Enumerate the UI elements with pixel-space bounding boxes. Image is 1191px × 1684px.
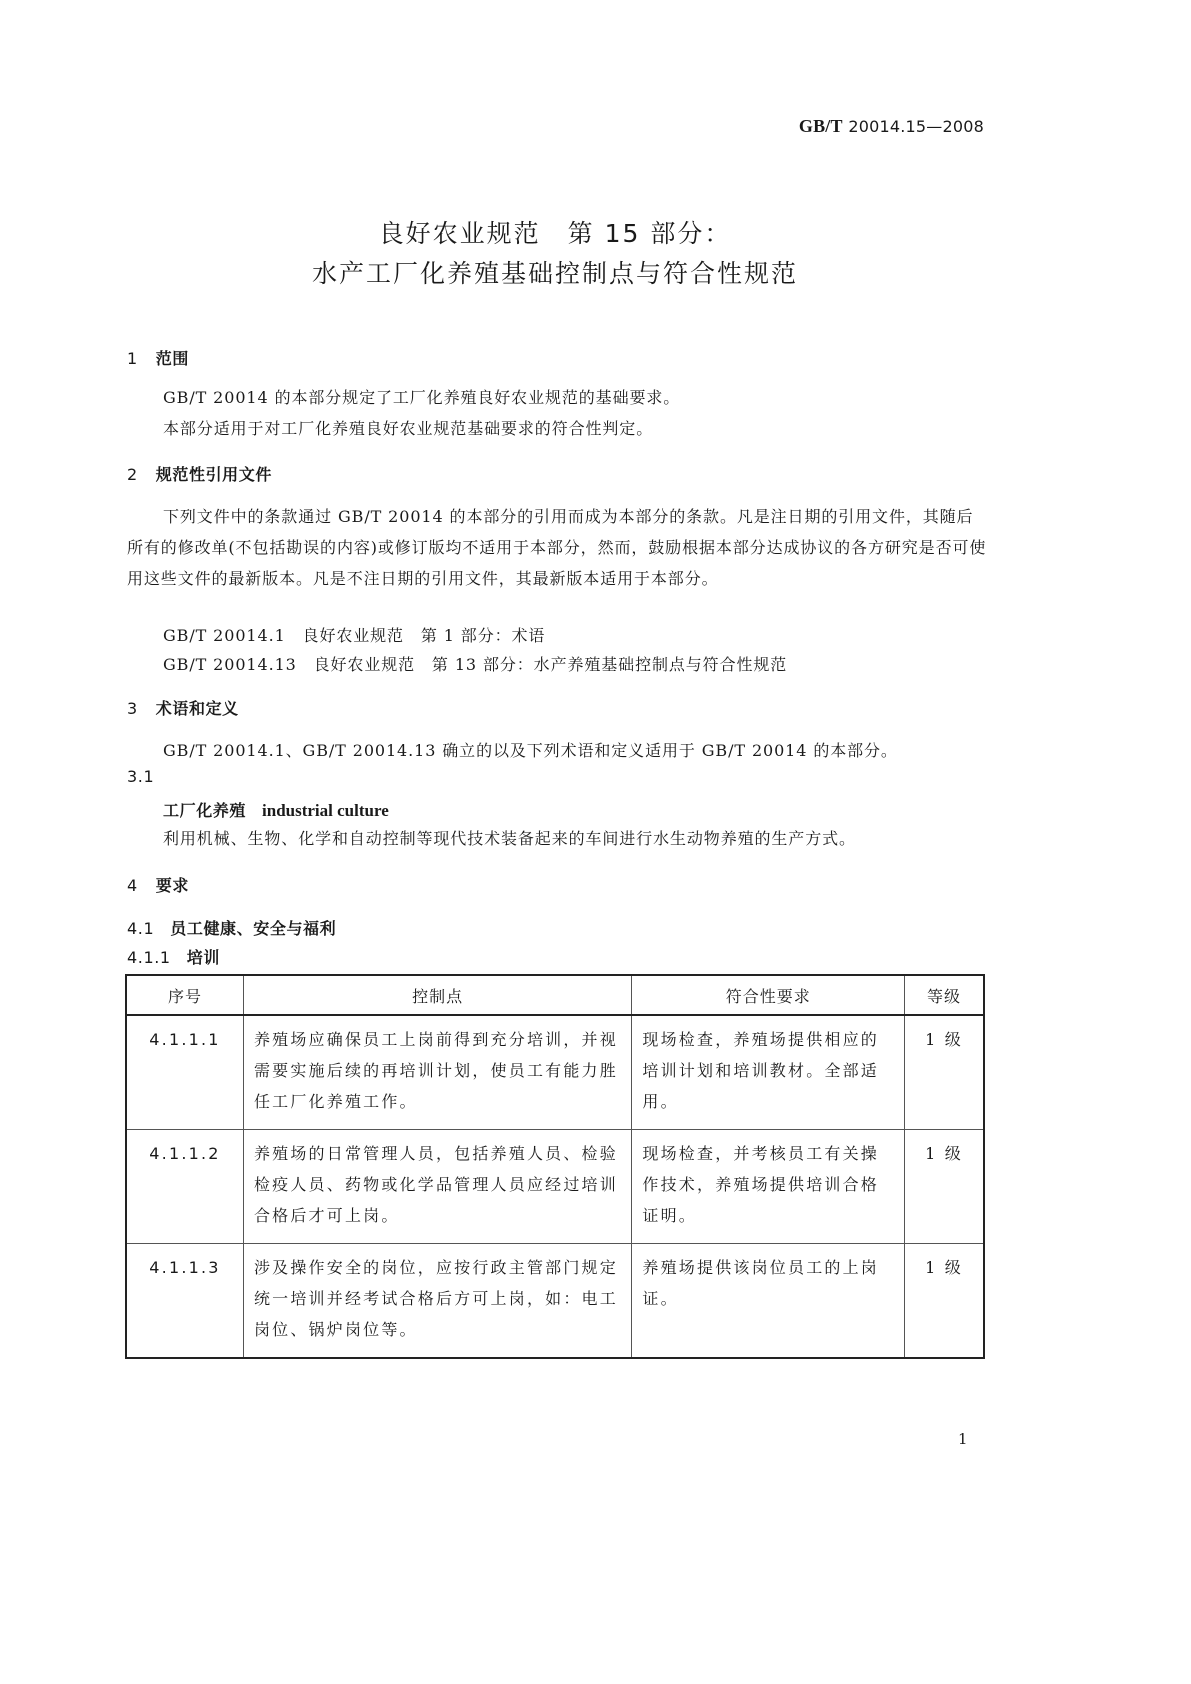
subsection-number: 4.1.1 — [127, 948, 171, 967]
standard-code — [799, 116, 984, 137]
document-title-line2: 水产工厂化养殖基础控制点与符合性规范 — [311, 259, 798, 288]
section-number: 1 — [127, 349, 138, 368]
header-id: 序号 — [126, 975, 243, 1015]
row-control-point: 养殖场应确保员工上岗前得到充分培训，并视需要实施后续的再培训计划，使员工有能力胜任工厂化养殖工作。 — [243, 1015, 631, 1130]
section-2-body: 下列文件中的条款通过 GB/T 20014 的本部分的引用而成为本部分的条款。凡是注日期的引用文件，其随后所有的修改单(不包括勘误的内容)或修订版均不适用于本部分，然而，鼓励根据本部分达成协议的各方研究是否可使用这些文件的最新版本。凡是不注日期的引用文件，其最新版本适用于本部分。 — [127, 507, 987, 588]
table-header-row — [126, 975, 984, 1015]
page-number: 1 — [958, 1430, 968, 1448]
section-1-heading — [127, 346, 189, 369]
subsection-title: 培训 — [186, 948, 220, 967]
reference-item-2: GB/T 20014.13 良好农业规范 第 13 部分：水产养殖基础控制点与符合性规范 — [163, 655, 788, 674]
term-number: 3.1 — [127, 767, 155, 786]
subsection-4-1-heading — [127, 916, 336, 939]
subsection-number: 4.1 — [127, 919, 155, 938]
section-4-heading — [127, 873, 189, 896]
row-requirement: 现场检查，养殖场提供相应的培训计划和培训教材。全部适用。 — [632, 1015, 905, 1130]
row-control-point: 涉及操作安全的岗位，应按行政主管部门规定统一培训并经考试合格后方可上岗，如：电工岗位、锅炉岗位等。 — [243, 1244, 631, 1359]
row-control-point: 养殖场的日常管理人员，包括养殖人员、检验检疫人员、药物或化学品管理人员应经过培训合格后才可上岗。 — [243, 1130, 631, 1244]
term-chinese: 工厂化养殖 — [163, 801, 247, 820]
header-control-point: 控制点 — [243, 975, 631, 1015]
row-id: 4.1.1.3 — [126, 1244, 243, 1359]
section-1-paragraph-2: 本部分适用于对工厂化养殖良好农业规范基础要求的符合性判定。 — [163, 419, 654, 438]
section-3-heading — [127, 696, 239, 719]
section-number: 4 — [127, 876, 138, 895]
control-point-table — [125, 974, 985, 1359]
table-row — [126, 1015, 984, 1130]
row-level: 1 级 — [905, 1015, 984, 1130]
section-1-paragraph-1: GB/T 20014 的本部分规定了工厂化养殖良好农业规范的基础要求。 — [163, 388, 681, 407]
row-level: 1 级 — [905, 1244, 984, 1359]
subsection-title: 员工健康、安全与福利 — [170, 919, 337, 938]
row-requirement: 现场检查，并考核员工有关操作技术，养殖场提供培训合格证明。 — [632, 1130, 905, 1244]
row-requirement: 养殖场提供该岗位员工的上岗证。 — [632, 1244, 905, 1359]
header-level: 等级 — [905, 975, 984, 1015]
term-definition: 利用机械、生物、化学和自动控制等现代技术装备起来的车间进行水生动物养殖的生产方式。 — [163, 829, 856, 848]
section-title: 范围 — [155, 349, 189, 368]
term-heading — [163, 798, 389, 821]
row-id: 4.1.1.1 — [126, 1015, 243, 1130]
reference-item-1: GB/T 20014.1 良好农业规范 第 1 部分：术语 — [163, 626, 546, 645]
section-3-body: GB/T 20014.1、GB/T 20014.13 确立的以及下列术语和定义适用于 GB/T 20014 的本部分。 — [163, 741, 898, 760]
table-row — [126, 1244, 984, 1359]
section-title: 要求 — [155, 876, 189, 895]
standard-number: 20014.15—2008 — [848, 117, 984, 136]
section-title: 术语和定义 — [155, 699, 239, 718]
section-title: 规范性引用文件 — [155, 465, 272, 484]
section-2-heading — [127, 462, 272, 485]
section-number: 3 — [127, 699, 138, 718]
standard-prefix: GB/T — [798, 116, 843, 136]
subsection-4-1-1-heading — [127, 945, 220, 968]
header-requirement: 符合性要求 — [632, 975, 905, 1015]
table-row — [126, 1130, 984, 1244]
row-id: 4.1.1.2 — [126, 1130, 243, 1244]
row-level: 1 级 — [905, 1130, 984, 1244]
section-number: 2 — [127, 465, 138, 484]
term-english: industrial culture — [262, 801, 389, 820]
document-title-line1: 良好农业规范 第 15 部分： — [378, 219, 732, 248]
